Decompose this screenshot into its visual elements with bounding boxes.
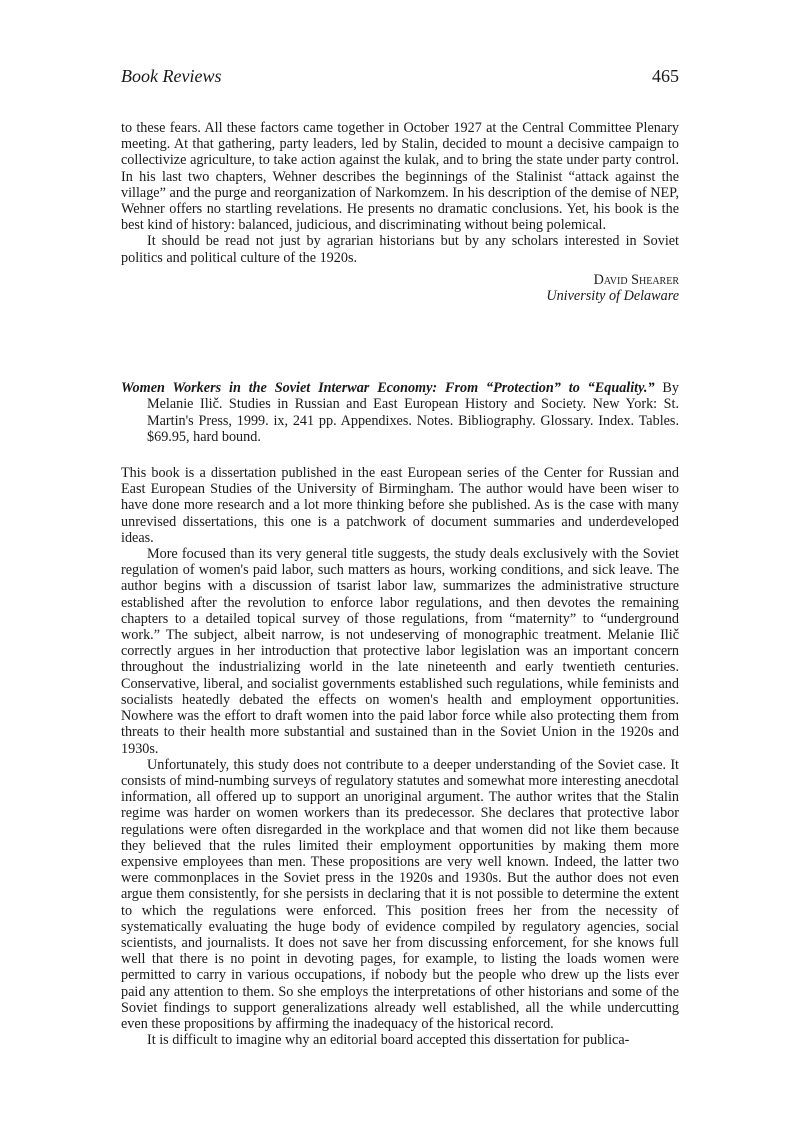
reviewer-institution: University of Delaware [546,288,679,305]
reviewer-signature [121,272,679,304]
book-citation [121,380,679,445]
book-title: Women Workers in the Soviet Interwar Economy: From “Protection” to “Equality.” [121,380,655,397]
review-text [121,465,679,1048]
reviewer-name: David Shearer [593,271,679,288]
page-number: 465 [652,66,679,86]
running-head: Book Reviews [121,66,222,86]
paragraph: This book is a dissertation published in the east European series of the Center for Russian and East European Studies of the University of Birmingham. The author would have been wiser to have done more research and a lot more thinking before she published. As is the case with many unrevised dissertations, this one is a patchwork of document summaries and underdeveloped ideas. [121,465,679,546]
page-header [121,66,679,87]
review-new [121,380,679,1048]
review-continued [121,120,679,304]
book-details: By Melanie Ilič. Studies in Russian and East European History and Society. New York: St. Martin's Press, 1999. ix, 241 pp. Appendixes. Notes. Bibliography. Glossary. Index. Tables. $69.95, hard bound. [147,380,679,445]
paragraph: It is difficult to imagine why an editorial board accepted this dissertation for publica- [147,1032,630,1049]
paragraph: to these fears. All these factors came together in October 1927 at the Central Committee Plenary meeting. At that gathering, party leaders, led by Stalin, decided to mount a decisive campaign to collectivize agriculture, to take action against the kulak, and to bring the state under party control. In his last two chapters, Wehner describes the beginnings of the Stalinist “attack against the village” and the purge and reorganization of Narkomzem. In his description of the demise of NEP, Wehner offers no startling revelations. He presents no dramatic conclusions. Yet, his book is the best kind of history: balanced, judicious, and discriminating without being polemical. [121,120,679,234]
paragraph: It should be read not just by agrarian historians but by any scholars interested in Soviet politics and political culture of the 1920s. [121,233,679,266]
paragraph: More focused than its very general title suggests, the study deals exclusively with the Soviet regulation of women's paid labor, such matters as hours, working conditions, and sick leave. The author begins with a discussion of tsarist labor law, summarizes the administrative structure established after the revolution to enforce labor regulations, and then devotes the remaining chapters to a detailed topical survey of those regulations, from “maternity” to “underground work.” The subject, albeit narrow, is not undeserving of monographic treatment. Melanie Ilič correctly argues in her introduction that protective labor legislation was an important concern throughout the industrializing world in the late nineteenth and early twentieth centuries. Conservative, liberal, and socialist governments established such regulations, while feminists and socialists heatedly debated the effects on women's health and employment opportunities. Nowhere was the effort to draft women into the paid labor force while also protecting them from threats to their health more substantial and sustained than in the Soviet Union in the 1920s and 1930s. [121,546,679,757]
page-body [121,120,679,1048]
paragraph: Unfortunately, this study does not contribute to a deeper understanding of the Soviet case. It consists of mind-numbing surveys of regulatory statutes and somewhat more interesting anecdotal information, all offered up to support an unoriginal argument. The author writes that the Stalin regime was harder on women workers than its predecessor. She declares that protective labor regulations were often disregarded in the workplace and that women did not like them because they believed that the rules limited their employment opportunities by making them more expensive employees than men. These propositions are very well known. Indeed, the latter two were commonplaces in the Soviet press in the 1920s and 1930s. But the author does not even argue them consistently, for she persists in declaring that it is not possible to determine the extent to which the regulations were enforced. This position frees her from the necessity of systematically evaluating the huge body of evidence compiled by regulatory agencies, social scientists, and journalists. It does not save her from discussing enforcement, for she knows full well that there is no point in devoting pages, for example, to listing the loads women were permitted to carry in various occupations, if nobody but the people who drew up the lists ever paid any attention to them. So she employs the interpretations of other historians and some of the Soviet findings to support generalizations already well established, all the while undercutting even these propositions by affirming the inadequacy of the historical record. [121,756,679,1032]
